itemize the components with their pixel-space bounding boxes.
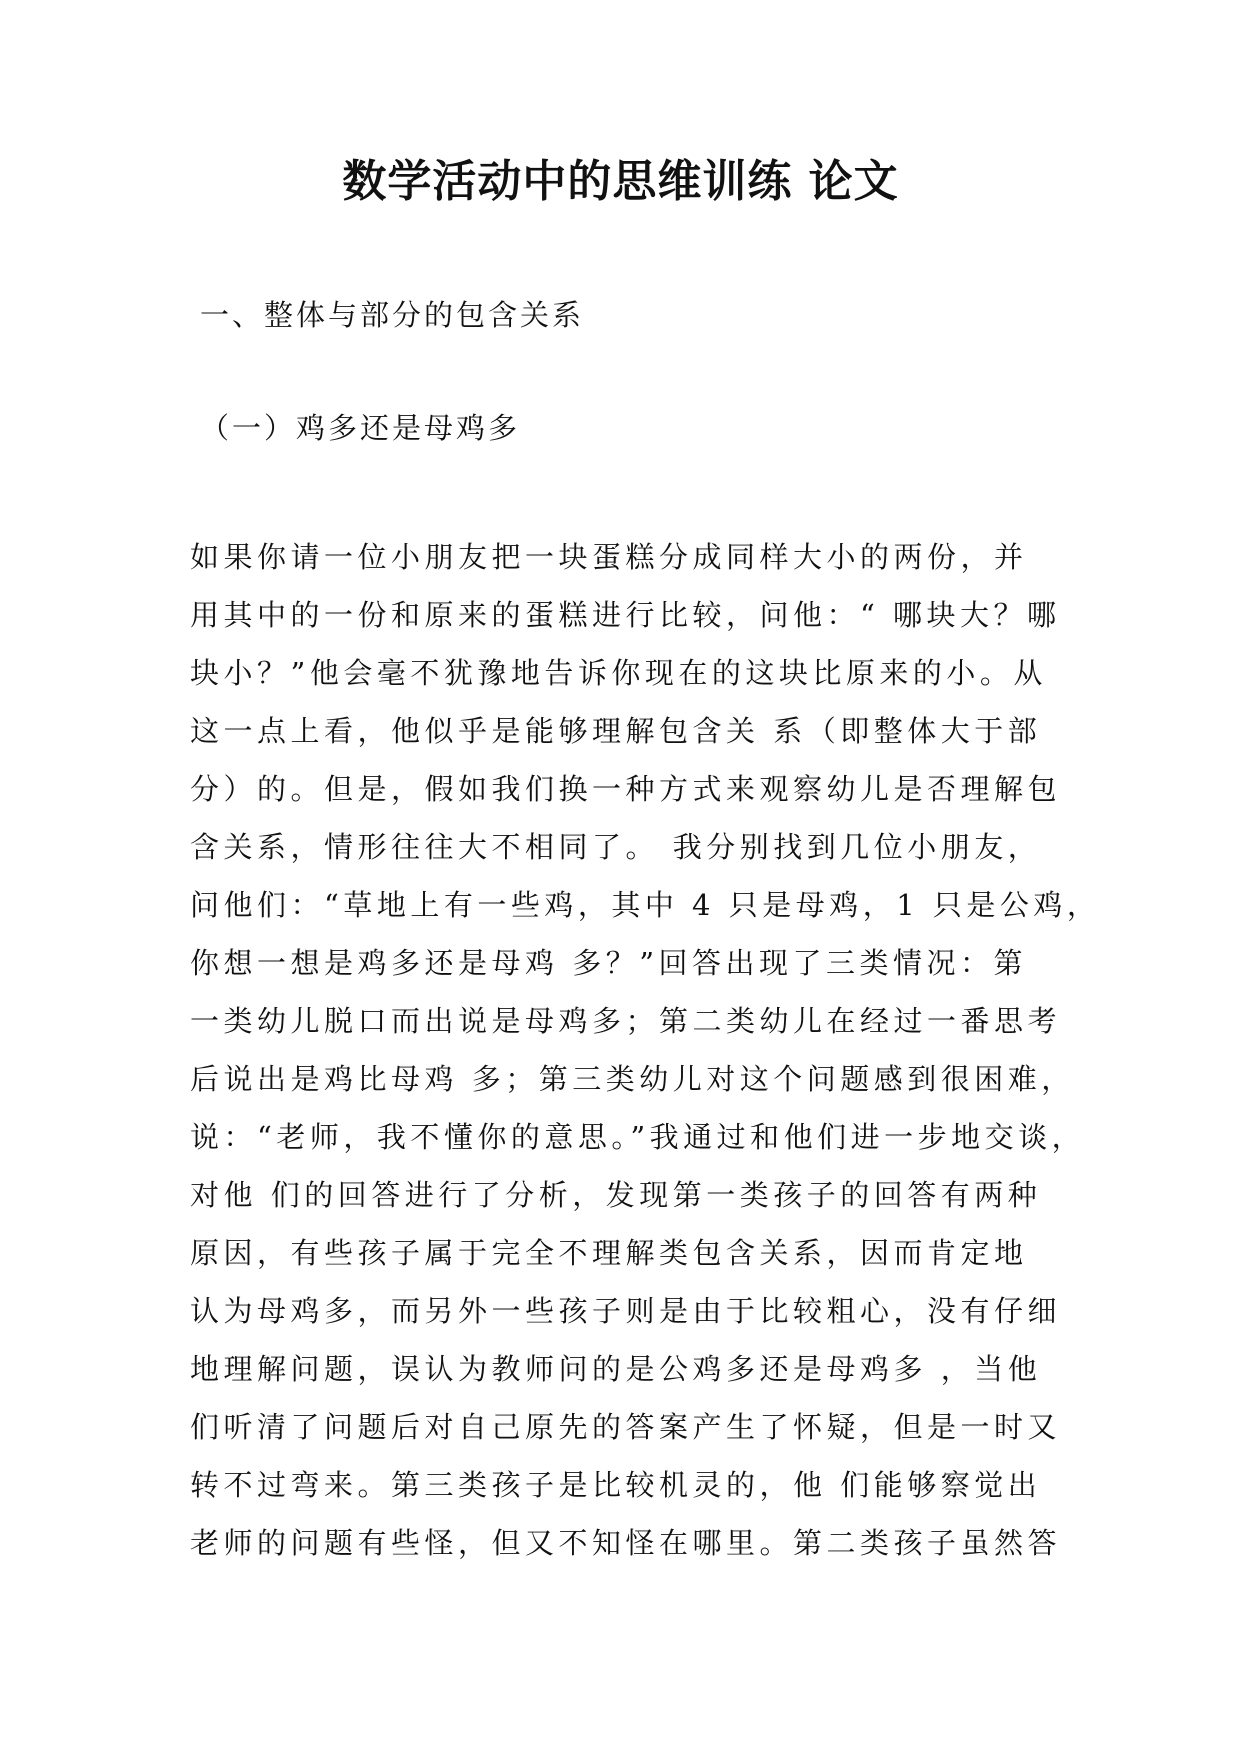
- paragraph-line: 一类幼儿脱口而出说是母鸡多；第二类幼儿在经过一番思考: [190, 1004, 1062, 1038]
- paragraph-line: 问他们：“草地上有一些鸡，其中 4 只是母鸡，1 只是公鸡，: [190, 888, 1101, 922]
- paragraph-line: 这一点上看，他似乎是能够理解包含关 系（即整体大于部: [190, 714, 1042, 748]
- document-title: 数学活动中的思维训练 论文: [342, 156, 899, 207]
- paragraph-line: 含关系，情形往往大不相同了。 我分别找到几位小朋友，: [190, 830, 1042, 864]
- paragraph-line: 用其中的一份和原来的蛋糕进行比较，问他：“ 哪块大？哪: [190, 598, 1061, 632]
- paragraph-line: 地理解问题，误认为教师问的是公鸡多还是母鸡多 ，当他: [190, 1352, 1042, 1386]
- section-heading: 一、整体与部分的包含关系: [200, 298, 585, 332]
- paragraph-line: 说：“老师，我不懂你的意思。”我通过和他们进一步地交谈，: [190, 1120, 1086, 1154]
- paragraph-line: 转不过弯来。第三类孩子是比较机灵的，他 们能够察觉出: [190, 1468, 1042, 1502]
- paragraph-line: 认为母鸡多，而另外一些孩子则是由于比较粗心，没有仔细: [190, 1294, 1062, 1328]
- paragraph-line: 对他 们的回答进行了分析，发现第一类孩子的回答有两种: [190, 1178, 1042, 1212]
- paragraph-line: 后说出是鸡比母鸡 多；第三类幼儿对这个问题感到很困难，: [190, 1062, 1075, 1096]
- subsection-heading: （一）鸡多还是母鸡多: [200, 411, 521, 445]
- paragraph-line: 们听清了问题后对自己原先的答案产生了怀疑，但是一时又: [190, 1410, 1062, 1444]
- paragraph-line: 分）的。但是，假如我们换一种方式来观察幼儿是否理解包: [190, 772, 1062, 806]
- paragraph-line: 老师的问题有些怪，但又不知怪在哪里。第二类孩子虽然答: [190, 1526, 1062, 1560]
- paragraph-line: 原因，有些孩子属于完全不理解类包含关系，因而肯定地: [190, 1236, 1028, 1270]
- paragraph-line: 你想一想是鸡多还是母鸡 多？”回答出现了三类情况：第: [190, 946, 1028, 980]
- body-paragraph: [190, 528, 1101, 1572]
- paragraph-line: 块小？”他会毫不犹豫地告诉你现在的这块比原来的小。从: [190, 656, 1047, 690]
- paragraph-line: 如果你请一位小朋友把一块蛋糕分成同样大小的两份，并: [190, 540, 1028, 574]
